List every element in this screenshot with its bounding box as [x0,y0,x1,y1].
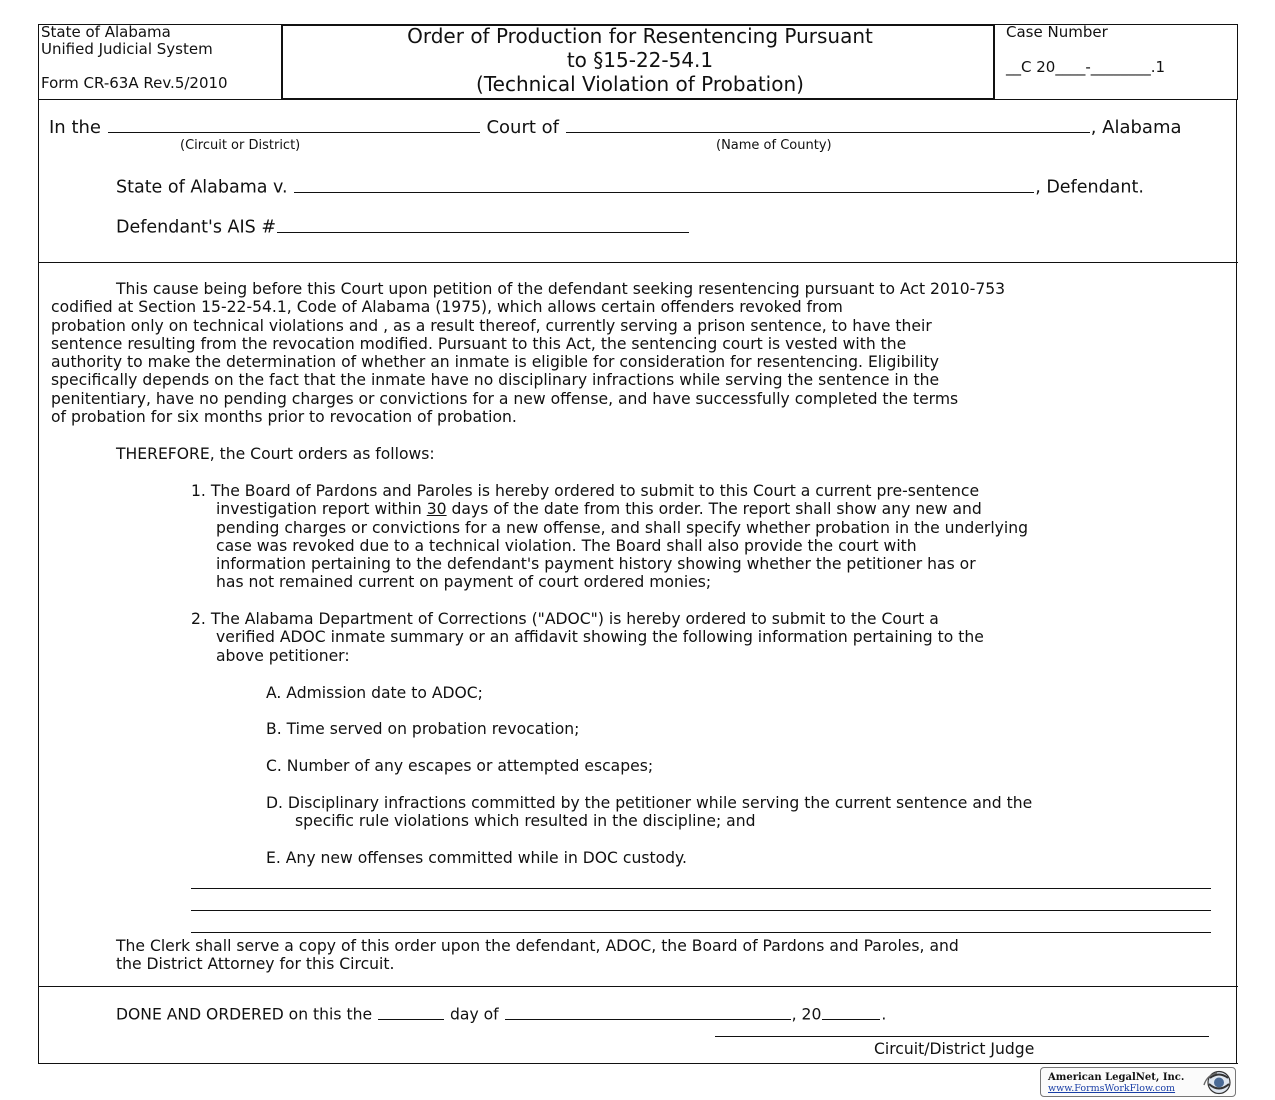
case-number-field[interactable]: __C 20____-________.1 [1006,58,1166,76]
done-end: . [881,1005,887,1024]
intro-line: specifically depends on the fact that the inmate have no disciplinary infractions while serving the sentence in the [51,371,940,390]
done-line [116,1003,886,1024]
intro-line: codified at Section 15-22-54.1, Code of Alabama (1975), which allows certain offenders revoked from [51,298,843,317]
intro-line: authority to make the determination of whether an inmate is eligible for consideration for resentencing. Eligibility [51,353,939,372]
court-type-field[interactable] [108,114,480,133]
body-right-border [1236,262,1237,988]
intro-paragraph [51,280,1005,426]
additional-line-3[interactable] [191,932,1211,933]
item-1-text-post: days of the date from this order. The report shall show any new and [446,500,982,519]
case-number-label: Case Number [1006,23,1108,41]
sub-item-d-line: D. Disciplinary infractions committed by the petitioner while serving the current sentence and the [266,794,1033,812]
item-2-line: 2. The Alabama Department of Corrections ("ADOC") is hereby ordered to submit to the Court a [191,610,939,628]
court-bottom-border [38,262,1238,263]
footer-left-border [38,986,39,1064]
done-label: DONE AND ORDERED on this the [116,1005,373,1024]
state-v-label: State of Alabama v. [116,177,288,198]
title-line-2: to §15-22-54.1 [566,48,714,72]
footer-right-border [1236,986,1237,1064]
court-left-border [38,100,39,264]
county-hint: (Name of County) [716,138,832,153]
therefore-line: THEREFORE, the Court orders as follows: [116,445,435,463]
county-field[interactable] [566,114,1090,133]
alabama-label: , Alabama [1090,117,1182,138]
clerk-paragraph [116,937,959,974]
circuit-hint: (Circuit or District) [180,138,301,153]
item-1 [191,482,1028,592]
badge-name: American LegalNet, Inc. [1048,1072,1185,1083]
sub-item-c: C. Number of any escapes or attempted escapes; [266,757,654,775]
ais-field[interactable] [277,214,689,233]
defendant-name-field[interactable] [294,174,1034,193]
additional-line-1[interactable] [191,888,1211,889]
court-line [49,114,1182,138]
item-2-line: verified ADOC inmate summary or an affidavit showing the following information pertaining to the [216,628,984,647]
day-of-label: day of [450,1005,499,1024]
court-of-label: Court of [486,117,559,138]
clerk-line: the District Attorney for this Circuit. [116,955,395,974]
defendant-line [116,174,1144,198]
defendant-suffix: , Defendant. [1035,177,1144,198]
sub-item-a: A. Admission date to ADOC; [266,684,483,702]
title-line-1: Order of Production for Resentencing Pursuant [407,24,873,48]
legalnet-badge[interactable] [1040,1067,1236,1097]
days-value: 30 [426,500,447,519]
sub-item-e: E. Any new offenses committed while in DOC custody. [266,849,687,867]
item-2-line: above petitioner: [216,646,350,665]
intro-line: penitentiary, have no pending charges or convictions for a new offense, and have successfully completed the terms [51,389,959,408]
ais-line [116,214,690,238]
intro-line: This cause being before this Court upon petition of the defendant seeking resentencing pursuant to Act 2010-753 [116,280,1006,298]
intro-line: of probation for six months prior to revocation of probation. [51,408,517,427]
judicial-system: Unified Judicial System [41,40,213,58]
month-field[interactable] [505,1003,791,1020]
year-field[interactable] [822,1003,880,1020]
sub-item-d-line: specific rule violations which resulted in the discipline; and [295,812,756,831]
body-left-border [38,262,39,988]
body-bottom-border [38,986,1238,987]
item-1-line [191,500,1028,518]
badge-url[interactable]: www.FormsWorkFlow.com [1048,1083,1176,1094]
globe-icon [1201,1069,1233,1096]
year-prefix: , 20 [791,1005,822,1024]
item-2 [191,610,984,665]
state-name: State of Alabama [41,23,171,41]
day-field[interactable] [378,1003,444,1020]
additional-line-2[interactable] [191,910,1211,911]
in-the-label: In the [49,117,101,138]
intro-line: probation only on technical violations and , as a result thereof, currently serving a prison sentence, to have their [51,316,932,335]
ais-label: Defendant's AIS # [116,217,277,238]
court-right-border [1236,100,1237,264]
item-1-text-pre: investigation report within [216,500,427,519]
sub-item-b: B. Time served on probation revocation; [266,720,580,738]
clerk-line: The Clerk shall serve a copy of this order upon the defendant, ADOC, the Board of Pardons and Paroles, and [116,937,959,955]
item-1-line: information pertaining to the defendant's payment history showing whether the petitioner has or [216,555,976,574]
title-line-3: (Technical Violation of Probation) [476,72,804,96]
judge-signature-line[interactable] [715,1036,1209,1037]
item-1-line: 1. The Board of Pardons and Paroles is hereby ordered to submit to this Court a current pre-sentence [191,482,980,500]
item-1-line: has not remained current on payment of court ordered monies; [216,573,712,592]
item-1-line: case was revoked due to a technical violation. The Board shall also provide the court with [216,536,917,555]
footer-bottom-border [38,1063,1238,1064]
judge-label: Circuit/District Judge [874,1040,1035,1058]
sub-item-d [266,794,1032,831]
intro-line: sentence resulting from the revocation modified. Pursuant to this Act, the sentencing court is vested with the [51,334,907,353]
item-1-line: pending charges or convictions for a new offense, and shall specify whether probation in the underlying [216,518,1028,537]
form-id: Form CR-63A Rev.5/2010 [41,74,228,92]
